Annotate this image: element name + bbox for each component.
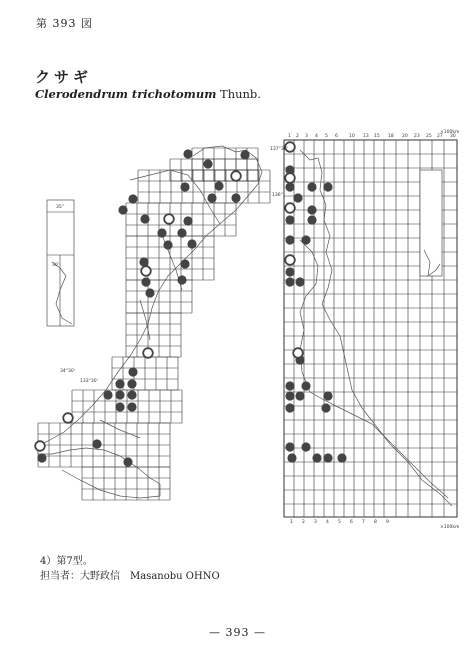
filled-dot [285,235,294,244]
unit-label-bottom: ×100km [440,525,460,530]
filled-dot [285,391,294,400]
filled-dot [307,215,316,224]
filled-dot [285,442,294,451]
top-axis-label: 5 [325,134,328,139]
filled-dot [127,390,136,399]
filled-dot [128,194,137,203]
lat-label: 133°30' [80,379,98,384]
distribution-type-note: 4）第7型。 [40,556,93,567]
filled-dot [323,391,332,400]
lat-label: 30' [52,263,59,268]
filled-dot [128,367,137,376]
filled-dot [115,379,124,388]
map-labels [52,129,459,530]
filled-dot [285,277,294,286]
filled-dot [115,390,124,399]
filled-dot [295,391,304,400]
filled-dot [92,439,101,448]
distribution-dots [35,142,346,466]
filled-dot [287,453,296,462]
authority: Thunb. [220,87,261,101]
filled-dot [203,159,212,168]
filled-dot [285,215,294,224]
filled-dot [312,453,321,462]
inset-left-outline [52,262,72,324]
filled-dot [115,402,124,411]
filled-dot [103,390,112,399]
top-axis-label: 6 [335,134,338,139]
open-dot [141,266,151,276]
lat-label: 136° [272,193,283,198]
filled-dot [123,457,132,466]
open-dot [143,348,153,358]
top-axis-label: 15 [374,134,380,139]
filled-dot [285,267,294,276]
bottom-axis-label: 2 [302,520,305,525]
open-dot [285,203,295,213]
author-note: 担当者：大野政信 Masanobu OHNO [40,571,220,582]
coastline [38,146,452,506]
top-axis-label: 20 [402,134,408,139]
top-axis-label: 2 [296,134,299,139]
filled-dot [127,402,136,411]
bottom-axis-label: 5 [338,520,341,525]
top-axis-label: 13 [363,134,369,139]
filled-dot [301,235,310,244]
japanese-species-name: クサギ [35,68,93,86]
filled-dot [180,182,189,191]
figure-number: 第 393 図 [36,17,93,30]
filled-dot [177,275,186,284]
lat-label: 35° [56,205,64,210]
filled-dot [295,277,304,286]
filled-dot [141,277,150,286]
open-dot [231,171,241,181]
top-axis-label: 3 [305,134,308,139]
top-axis-label: 1 [288,134,291,139]
top-axis-label: 30 [450,134,456,139]
filled-dot [127,379,136,388]
filled-dot [240,150,249,159]
filled-dot [183,216,192,225]
filled-dot [323,453,332,462]
open-dot [164,214,174,224]
bottom-axis-label: 6 [350,520,353,525]
filled-dot [177,228,186,237]
filled-dot [157,228,166,237]
bottom-axis-label: 4 [326,520,329,525]
bottom-axis-label: 1 [290,520,293,525]
bottom-axis-label: 3 [314,520,317,525]
open-dot [35,441,45,451]
filled-dot [145,288,154,297]
filled-dot [285,182,294,191]
page-number: — 393 — [209,626,266,639]
filled-dot [285,381,294,390]
filled-dot [140,214,149,223]
filled-dot [214,181,223,190]
filled-dot [337,453,346,462]
filled-dot [307,205,316,214]
filled-dot [163,240,172,249]
filled-dot [180,259,189,268]
top-axis-label: 10 [349,134,355,139]
filled-dot [231,193,240,202]
filled-dot [118,205,127,214]
filled-dot [307,182,316,191]
filled-dot [321,403,330,412]
open-dot [285,255,295,265]
top-axis-label: 27 [437,134,443,139]
filled-dot [139,257,148,266]
filled-dot [301,442,310,451]
filled-dot [207,193,216,202]
top-axis-label: 25 [426,134,432,139]
filled-dot [187,239,196,248]
filled-dot [285,403,294,412]
bottom-axis-label: 9 [386,520,389,525]
top-axis-label: 23 [414,134,420,139]
filled-dot [183,149,192,158]
open-dot [285,173,295,183]
filled-dot [37,453,46,462]
lat-label: 137°30' [270,147,288,152]
top-axis-label: 4 [315,134,318,139]
open-dot [63,413,73,423]
unit-label-top: ×100km [440,130,460,135]
genus-species: Clerodendrum trichotomum [35,87,217,101]
top-axis-label: 18 [388,134,394,139]
lat-label: 34°30' [60,369,75,374]
bottom-axis-label: 8 [374,520,377,525]
open-dot [293,348,303,358]
filled-dot [293,193,302,202]
inset-box-right [420,170,442,276]
bottom-axis-label: 7 [362,520,365,525]
right-profile-grid [284,140,457,517]
filled-dot [323,182,332,191]
filled-dot [301,381,310,390]
